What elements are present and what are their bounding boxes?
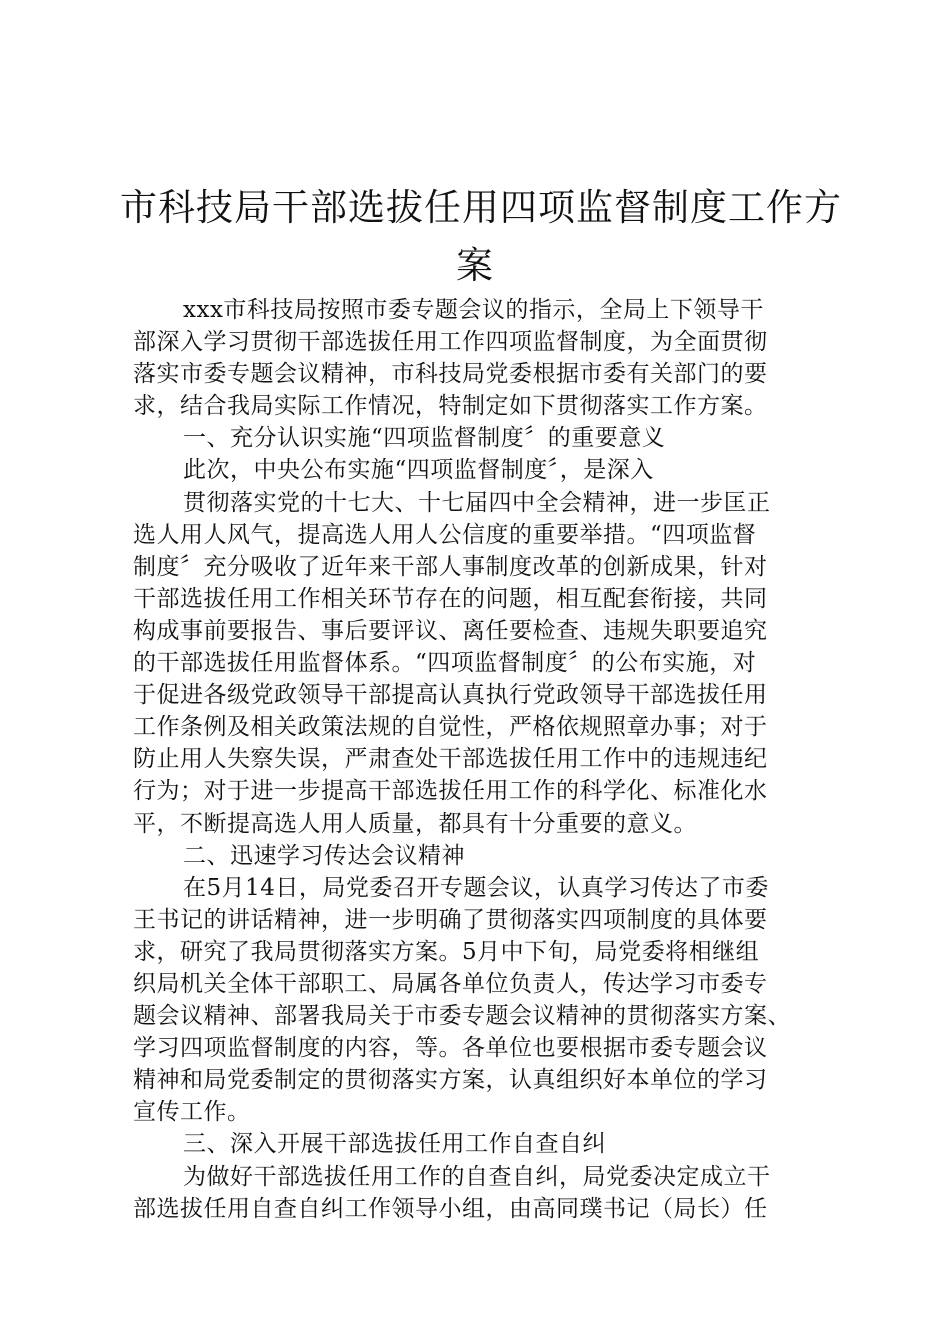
section-heading: 一、充分认识实施“四项监督制度〞的重要意义	[183, 425, 666, 452]
paragraph-line: 落实市委专题会议精神，市科技局党委根据市委有关部门的要	[133, 361, 768, 388]
paragraph-line: 此次，中央公布实施“四项监督制度〞，是深入	[183, 457, 654, 484]
paragraph-line: 精神和局党委制定的贯彻落实方案，认真组织好本单位的学习	[133, 1067, 768, 1094]
document-title-line-1: 市科技局干部选拔任用四项监督制度工作方	[120, 186, 842, 229]
paragraph-line: 干部选拔任用工作相关环节存在的问题，相互配套衔接，共同	[133, 585, 768, 612]
paragraph-line: 行为；对于进一步提高干部选拔任用工作的科学化、标准化水	[133, 778, 768, 805]
paragraph-line: 平，不断提高选人用人质量，都具有十分重要的意义。	[133, 810, 697, 837]
paragraph-line: 为做好干部选拔任用工作的自查自纠，局党委决定成立干	[183, 1163, 771, 1190]
paragraph-line: 于促进各级党政领导干部提高认真执行党政领导干部选拔任用	[133, 682, 768, 709]
paragraph-line: 防止用人失察失误，严肃查处干部选拔任用工作中的违规违纪	[133, 746, 768, 773]
paragraph-line: 宣传工作。	[133, 1099, 251, 1126]
section-heading: 三、深入开展干部选拔任用工作自查自纠	[183, 1131, 606, 1158]
paragraph-line: 学习四项监督制度的内容，等。各单位也要根据市委专题会议	[133, 1035, 768, 1062]
paragraph-line: 题会议精神、部署我局关于市委专题会议精神的贯彻落实方案、	[133, 1003, 791, 1030]
document-body	[133, 294, 833, 1225]
paragraph-line: 的干部选拔任用监督体系。“四项监督制度〞的公布实施，对	[133, 650, 757, 677]
paragraph-line: 贯彻落实党的十七大、十七届四中全会精神，进一步匡正	[183, 489, 771, 516]
paragraph-line: 构成事前要报告、事后要评议、离任要检查、违规失职要追究	[133, 617, 768, 644]
section-heading: 二、迅速学习传达会议精神	[183, 842, 465, 869]
paragraph-line: xxx市科技局按照市委专题会议的指示，全局上下领导干	[183, 297, 764, 323]
paragraph-line: 工作条例及相关政策法规的自觉性，严格依规照章办事；对于	[133, 714, 768, 741]
paragraph-line: 制度〞充分吸收了近年来干部人事制度改革的创新成果，针对	[133, 553, 768, 580]
paragraph-line: 部选拔任用自查自纠工作领导小组，由高同璞书记（局长）任	[133, 1195, 768, 1222]
paragraph-line: 求，研究了我局贯彻落实方案。5月中下旬，局党委将相继组	[133, 938, 760, 965]
paragraph-line: 求，结合我局实际工作情况，特制定如下贯彻落实工作方案。	[133, 393, 768, 420]
paragraph-line: 王书记的讲话精神，进一步明确了贯彻落实四项制度的具体要	[133, 906, 768, 933]
document-title-line-2: 案	[456, 244, 494, 287]
paragraph-line: 选人用人风气，提高选人用人公信度的重要举措。“四项监督	[133, 521, 757, 548]
paragraph-line: 织局机关全体干部职工、局属各单位负责人，传达学习市委专	[133, 970, 768, 997]
paragraph-line: 在5月14日，局党委召开专题会议，认真学习传达了市委	[183, 874, 769, 901]
paragraph-line: 部深入学习贯彻干部选拔任用工作四项监督制度，为全面贯彻	[133, 329, 768, 356]
